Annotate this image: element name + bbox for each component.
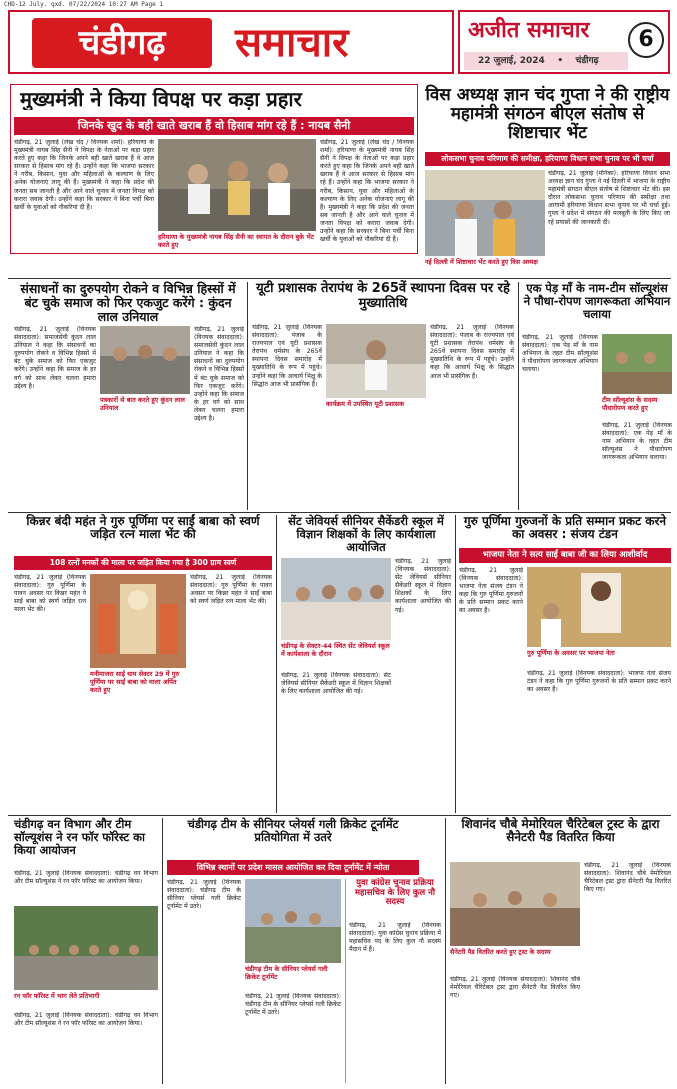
guru-photo [527, 567, 671, 647]
kinnar-subhead: 108 रत्नों मनकों की माला पर जड़ित किया गया है 300 ग्राम स्वर्ण [14, 556, 272, 570]
kinnar-body-col2: चंडीगढ़, 21 जुलाई (विनयक संवाददाता): गुरु पूर्णिमा के पावन अवसर पर किन्नर महंत ने साईं बाबा को स्वर्ण जड़ित रत्न माला भेंट की। [190, 574, 272, 606]
speaker-photo-image [425, 170, 545, 256]
cricket-body: चंडीगढ़, 21 जुलाई (विनयक संवाददाता): चंडीगढ़ टीम के सीनियर प्लेयर्स गली क्रिकेट टूर्नामेंट में उतरे। [167, 879, 241, 911]
lead-photo [158, 139, 316, 231]
lead-caption: हरियाणा के मुख्यमंत्री नायब सिंह सैनी का स्वागत के दौरान बुके भेंट करते हुए [158, 233, 314, 249]
chaubey-photo-image [450, 862, 580, 946]
tree-headline: एक पेड़ माँ के नाम-टीम सॉल्यूशंस ने पौधा-रोपण जागरूकता अभियान चलाया [523, 281, 671, 321]
youth-body: चंडीगढ़, 21 जुलाई (विनयक संवाददाता): युवा कांग्रेस चुनाव प्रक्रिया में महासचिव पद के लिए कुल नौ सदस्य मैदान में हैं। [349, 922, 441, 954]
guru-caption: गुरु पूर्णिमा के अवसर पर भाजपा नेता [527, 649, 615, 657]
misuse-photo-image [100, 326, 190, 394]
guru-photo-image [527, 567, 671, 647]
guru-body: चंडीगढ़, 21 जुलाई (विनयक संवाददाता): भाजपा नेता संजय टंडन ने कहा कि गुरु पूर्णिमा गुरुजनों के प्रति सम्मान प्रकट करने का अवसर है। [459, 567, 523, 615]
tree-body: चंडीगढ़, 21 जुलाई (विनयक संवाददाता): एक पेड़ माँ के नाम अभियान के तहत टीम सॉल्यूशंस ने पौधारोपण जागरूकता अभियान चलाया। [522, 334, 598, 374]
forest-body: चंडीगढ़, 21 जुलाई (विनयक संवाददाता): चंडीगढ़ वन विभाग और टीम सॉल्यूशंस ने रन फॉर फॉरेस्ट का आयोजन किया। [14, 870, 158, 886]
ut-headline: यूटी प्रशासक तेरापंथ के 265वें स्थापना दिवस पर रहे मुख्यातिथि [256, 281, 510, 311]
forest-photo-image [14, 906, 158, 990]
brand-name: अजीत समाचार [468, 18, 590, 43]
col-divider-d [455, 515, 456, 813]
science-photo-image [281, 558, 391, 640]
misuse-caption: पत्रकारों से बात करते हुए कुंदन लाल उनियाल [100, 396, 185, 412]
page-number: 6 [628, 22, 664, 58]
masthead-city: चंडीगढ़ [32, 18, 212, 68]
row-divider-1 [8, 278, 671, 279]
ut-body: चंडीगढ़, 21 जुलाई (विनयक संवाददाता): पंजाब के राज्यपाल एवं यूटी प्रशासक तेरापंथ धर्मसंघ के 265वें स्थापना दिवस समारोह में मुख्यातिथि के रूप में पहुंचे। उन्होंने कहा कि आचार्य भिक्षु के सिद्धांत आज भी प्रासंगिक हैं। [252, 324, 322, 388]
lead-subhead: जिनके खुद के बही खाते खराब हैं वो हिसाब मांग रहे हैं : नायब सैनी [14, 117, 414, 135]
cricket-body-col2: चंडीगढ़, 21 जुलाई (विनयक संवाददाता): चंडीगढ़ टीम के सीनियर प्लेयर्स गली क्रिकेट टूर्नामेंट में उतरे। [245, 993, 341, 1017]
col-divider-b [518, 282, 519, 510]
guru-headline: गुरु पूर्णिमा गुरुजनों के प्रति सम्मान प्रकट करने का अवसर : संजय टंडन [463, 514, 667, 542]
cricket-caption: चंडीगढ़ टीम के सीनियर प्लेयर्स गली क्रिकेट टूर्नामेंट [245, 965, 328, 981]
misuse-body: चंडीगढ़, 21 जुलाई (विनयक संवाददाता): समाजसेवी कुंदन लाल उनियाल ने कहा कि संसाधनों का दुरुपयोग रोकने व विभिन्न हिस्सों में बंट चुके समाज को फिर एकजुट करेंगे। उन्होंने कहा कि समाज के हर वर्ग को साथ लेकर चलना हमारा उद्देश्य है। [14, 326, 96, 390]
brand-box [458, 10, 670, 74]
tree-body-col2: चंडीगढ़, 21 जुलाई (विनयक संवाददाता): एक पेड़ माँ के नाम अभियान के तहत टीम सॉल्यूशंस ने पौधारोपण जागरूकता अभियान चलाया। [602, 422, 672, 462]
kinnar-photo-image [90, 574, 186, 668]
speaker-headline: विस अध्यक्ष ज्ञान चंद गुप्ता ने की राष्ट्रीय महामंत्री संगठन बीएल संतोष से शिष्टाचार भेंट [425, 85, 670, 144]
speaker-subhead: लोकसभा चुनाव परिणाम की समीक्षा, हरियाणा विधान सभा चुनाव पर भी चर्चा [425, 152, 670, 166]
kinnar-caption: मनीमाजरा साईं धाम सेक्टर 29 में गुरु पूर्णिमा पर साईं बाबा को माला अर्पित करते हुए [90, 670, 180, 694]
speaker-body: चंडीगढ़, 21 जुलाई (मेनिका): हरियाणा विधान सभा अध्यक्ष ज्ञान चंद गुप्ता ने नई दिल्ली में भाजपा के राष्ट्रीय महामंत्री संगठन बीएल संतोष से शिष्टाचार भेंट की। इस दौरान लोकसभा चुनाव परिणाम की समीक्षा तथा आगामी हरियाणा विधान सभा चुनाव पर भी चर्चा हुई। गुप्ता ने प्रदेश में संगठन की मजबूती के लिए किए जा रहे प्रयासों की जानकारी दी। [548, 170, 670, 226]
chaubey-caption: सैनेटरी पैड वितरित करते हुए ट्रस्ट के सदस्य [450, 948, 551, 956]
tree-photo [602, 334, 672, 394]
misuse-photo [100, 326, 190, 394]
science-headline: सेंट जेवियर्स सीनियर सैकेंडरी स्कूल में विज्ञान शिक्षकों के लिए कार्यशाला आयोजित [288, 514, 444, 554]
ut-caption: कार्यक्रम में उपस्थित यूटी प्रशासक [326, 400, 405, 408]
row-divider-3 [8, 815, 671, 816]
misuse-headline: संसाधनों का दुरुपयोग रोकने व विभिन्न हिस्सों में बंट चुके समाज को फिर एकजुट करेंगे : कुंदन लाल उनियाल [20, 281, 236, 324]
chaubey-headline: शिवानंद चौबे मेमोरियल चैरिटेबल ट्रस्ट के द्वारा सैनेटरी पैड वितरित किया [461, 817, 660, 845]
science-caption: चंडीगढ़ के सेक्टर-44 स्थित सेंट जेवियर्स स्कूल में कार्यशाला के दौरान [281, 642, 390, 658]
lead-body-col2: चंडीगढ़, 21 जुलाई (लेख चंद / विनयक शर्मा): हरियाणा के मुख्यमंत्री नायब सिंह सैनी ने विपक्ष के नेताओं पर कड़ा प्रहार करते हुए कहा कि जिनके अपने बही खाते खराब हैं वे आज सरकार से हिसाब मांग रहे हैं। उन्होंने कहा कि भाजपा सरकार ने गरीब, किसान, युवा और महिलाओं के कल्याण के लिए अनेक योजनाएं लागू की हैं। मुख्यमंत्री ने कहा कि प्रदेश की जनता सब जानती है और आने वाले चुनाव में जनता विपक्ष को करारा जवाब देगी। उन्होंने कहा कि सरकार ने बिना पर्ची बिना खर्ची के युवाओं को नौकरियां दी हैं। [320, 139, 414, 244]
misuse-body-col2: चंडीगढ़, 21 जुलाई (विनयक संवाददाता): समाजसेवी कुंदन लाल उनियाल ने कहा कि संसाधनों का दुरुपयोग रोकने व विभिन्न हिस्सों में बंट चुके समाज को फिर एकजुट करेंगे। उन्होंने कहा कि समाज के हर वर्ग को साथ लेकर चलना हमारा उद्देश्य है। [194, 326, 244, 423]
col-divider-g [445, 818, 446, 1084]
guru-subhead: भाजपा नेता ने सत्य साईं बाबा जी का लिया आशीर्वाद [459, 548, 671, 563]
youth-headline: युवा कांग्रेस चुनाव प्रक्रिया महासचिव के लिए कुल नौ सदस्य [354, 878, 436, 908]
tree-caption: टीम सॉल्यूशंस के सदस्य पौधारोपण करते हुए [602, 396, 658, 412]
cricket-photo [245, 879, 341, 963]
col-divider-a [247, 282, 248, 510]
speaker-caption: नई दिल्ली में शिष्टाचार भेंट करते हुए विस अध्यक्ष [425, 258, 538, 266]
row-divider-2 [8, 512, 671, 513]
science-photo [281, 558, 391, 640]
masthead [8, 10, 454, 74]
ut-photo-image [326, 324, 426, 398]
forest-headline: चंडीगढ़ वन विभाग और टीम सॉल्यूशंस ने रन फॉर फॉरेस्ट का किया आयोजन [14, 817, 145, 857]
guru-body-col2: चंडीगढ़, 21 जुलाई (विनयक संवाददाता): भाजपा नेता संजय टंडन ने कहा कि गुरु पूर्णिमा गुरुजनों के प्रति सम्मान प्रकट करने का अवसर है। [527, 670, 671, 694]
cricket-headline: चंडीगढ़ टीम के सीनियर प्लेयर्स गली क्रिकेट टूर्नामेंट प्रतियोगिता में उतरे [187, 817, 399, 844]
cricket-subhead: विभिन्न स्थानों पर प्रदेश मासल आयोजित कर दिया टूर्नामेंट में न्योता [167, 860, 419, 875]
ut-body-col2: चंडीगढ़, 21 जुलाई (विनयक संवाददाता): पंजाब के राज्यपाल एवं यूटी प्रशासक तेरापंथ धर्मसंघ के 265वें स्थापना दिवस समारोह में मुख्यातिथि के रूप में पहुंचे। उन्होंने कहा कि आचार्य भिक्षु के सिद्धांत आज भी प्रासंगिक हैं। [430, 324, 514, 380]
col-divider-f [345, 879, 346, 1083]
forest-body-col2: चंडीगढ़, 21 जुलाई (विनयक संवाददाता): चंडीगढ़ वन विभाग और टीम सॉल्यूशंस ने रन फॉर फॉरेस्ट का आयोजन किया। [14, 1012, 158, 1028]
tree-photo-image [602, 334, 672, 394]
lead-body: चंडीगढ़, 21 जुलाई (लेख चंद / विनयक शर्मा): हरियाणा के मुख्यमंत्री नायब सिंह सैनी ने विपक्ष के नेताओं पर कड़ा प्रहार करते हुए कहा कि जिनके अपने बही खाते खराब हैं वे आज सरकार से हिसाब मांग रहे हैं। उन्होंने कहा कि भाजपा सरकार ने गरीब, किसान, युवा और महिलाओं के कल्याण के लिए अनेक योजनाएं लागू की हैं। मुख्यमंत्री ने कहा कि प्रदेश की जनता सब जानती है और आने वाले चुनाव में जनता विपक्ष को करारा जवाब देगी। उन्होंने कहा कि सरकार ने बिना पर्ची बिना खर्ची के युवाओं को नौकरियां दी हैं। [14, 139, 154, 211]
masthead-section: समाचार [235, 20, 349, 66]
dateline: 22 जुलाई, 2024 • चंडीगढ़ [464, 52, 628, 70]
ut-photo [326, 324, 426, 398]
forest-photo [14, 906, 158, 990]
chaubey-photo [450, 862, 580, 946]
forest-caption: रन फॉर फॉरेस्ट में भाग लेते प्रतिभागी [14, 992, 100, 1000]
science-body-col2: चंडीगढ़, 21 जुलाई (विनयक संवाददाता): सेंट जेवियर्स सीनियर सैकेंडरी स्कूल में विज्ञान शिक्षकों के लिए कार्यशाला आयोजित की गई। [281, 672, 391, 696]
issue-date: 22 जुलाई, 2024 [478, 56, 545, 66]
lead-headline: मुख्यमंत्री ने किया विपक्ष पर कड़ा प्रहार [20, 88, 302, 111]
dateline-city: चंडीगढ़ [575, 56, 599, 66]
lead-photo-image [158, 139, 316, 231]
print-slug: CHD-12 July. qxd. 07/22/2024 10:27 AM Page 1 [4, 1, 163, 8]
chaubey-body: चंडीगढ़, 21 जुलाई (विनयक संवाददाता): शिवानंद चौबे मेमोरियल चैरिटेबल ट्रस्ट द्वारा सैनेटरी पैड वितरित किए गए। [584, 862, 671, 894]
kinnar-body: चंडीगढ़, 21 जुलाई (विनयक संवाददाता): गुरु पूर्णिमा के पावन अवसर पर किन्नर महंत ने साईं बाबा को स्वर्ण जड़ित रत्न माला भेंट की। [14, 574, 86, 614]
science-body: चंडीगढ़, 21 जुलाई (विनयक संवाददाता): सेंट जेवियर्स सीनियर सैकेंडरी स्कूल में विज्ञान शिक्षकों के लिए कार्यशाला आयोजित की गई। [395, 558, 451, 614]
cricket-photo-image [245, 879, 341, 963]
chaubey-body-col2: चंडीगढ़, 21 जुलाई (विनयक संवाददाता): शिवानंद चौबे मेमोरियल चैरिटेबल ट्रस्ट द्वारा सैनेटरी पैड वितरित किए गए। [450, 976, 580, 1000]
col-divider-e [162, 818, 163, 1084]
col-divider-c [276, 515, 277, 813]
speaker-photo [425, 170, 545, 256]
kinnar-photo [90, 574, 186, 668]
kinnar-headline: किन्नर बंदी महंत ने गुरु पूर्णिमा पर साईं बाबा को स्वर्ण जड़ित रत्न माला भेंट की [26, 514, 260, 542]
